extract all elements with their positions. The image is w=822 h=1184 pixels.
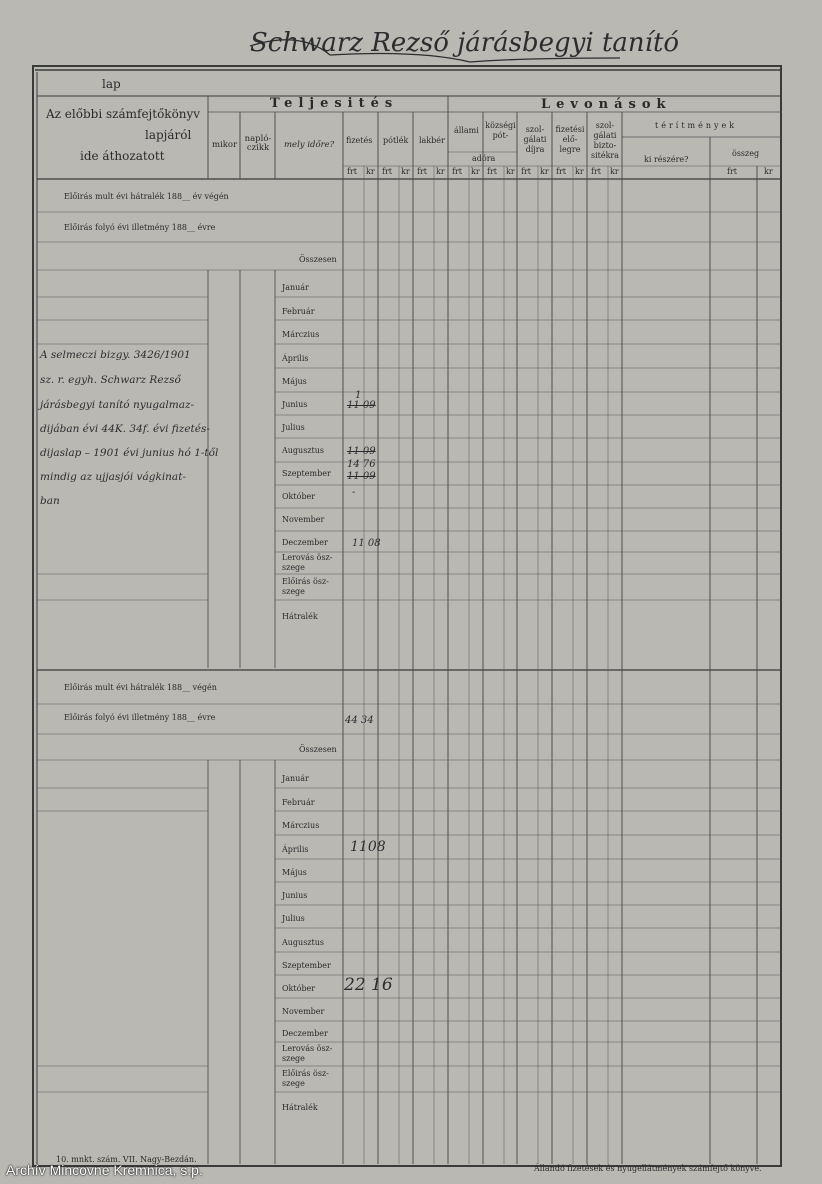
month-label: Deczember — [282, 1029, 328, 1038]
naplo-label: napló- czikk — [244, 134, 272, 153]
month-label: Augusztus — [282, 938, 324, 947]
month-label: Junius — [282, 891, 308, 900]
kr-label: kr — [540, 167, 549, 176]
junius-mark: 1 — [355, 390, 362, 401]
kr-label: kr — [401, 167, 410, 176]
month-label: Május — [282, 377, 307, 386]
month-label: Február — [282, 798, 315, 807]
prev-book-line3: ide áthozatott — [80, 149, 165, 163]
frt-label: frt — [487, 167, 497, 176]
kr-label: kr — [471, 167, 480, 176]
hatralek-label: Hátralék — [282, 612, 318, 621]
month-label: Márczius — [282, 821, 320, 830]
eloiras-osszeg-label: Előirás ösz- szege — [282, 577, 329, 596]
frt-label: frt — [591, 167, 601, 176]
fizetes-label: fizetés — [346, 136, 373, 145]
mikor-label: mikor — [212, 140, 238, 150]
month-label: Január — [282, 283, 309, 292]
month-label: Május — [282, 868, 307, 877]
month-label: Szeptember — [282, 469, 331, 478]
ado-label: adóra — [472, 154, 496, 163]
kr-label: kr — [436, 167, 445, 176]
eloiras-folyo-label: Előirás folyó évi illetmény 188__ évre — [64, 713, 216, 722]
handwritten-note-line: dijában évi 44K. 34f. évi fizetés- — [40, 423, 210, 435]
lerovas-label: Lerovás ösz- szege — [282, 553, 333, 572]
month-label: Április — [282, 354, 309, 363]
oktober-value: - — [352, 487, 356, 498]
month-label: Junius — [282, 400, 308, 409]
mely-idore-label: mely időre? — [284, 140, 335, 150]
kr-label: kr — [506, 167, 515, 176]
kr-label: kr — [366, 167, 375, 176]
month-label: Január — [282, 774, 309, 783]
frt-label: frt — [382, 167, 392, 176]
month-label: Márczius — [282, 330, 320, 339]
prev-book-line1: Az előbbi számfejtőkönyv — [46, 107, 201, 121]
frt-label: frt — [727, 167, 737, 176]
kr-label: kr — [764, 167, 773, 176]
month-label: Október — [282, 984, 316, 993]
kr-label: kr — [575, 167, 584, 176]
osszesen-label: Összesen — [299, 255, 337, 264]
frt-label: frt — [452, 167, 462, 176]
month-label: Julius — [282, 914, 305, 923]
handwritten-note-line: mindig az ujjasjói vágkinat- — [40, 471, 186, 483]
ki-reszere-label: ki részére? — [644, 155, 689, 164]
month-label: Augusztus — [282, 446, 324, 455]
month-label: Szeptember — [282, 961, 331, 970]
month-label: Julius — [282, 423, 305, 432]
lakber-label: lakbér — [419, 136, 445, 145]
junius-value: 11 09 — [347, 400, 376, 411]
osszesen-label: Összesen — [299, 745, 337, 754]
footer-left: 10. mnkt. szám. VII. Nagy-Bezdán. — [56, 1155, 197, 1164]
lap-label: lap — [102, 77, 121, 91]
month-label: Október — [282, 492, 316, 501]
lerovas-label: Lerovás ösz- szege — [282, 1044, 333, 1063]
augusztus-value: 11 09 — [347, 446, 376, 457]
handwritten-note-line: ban — [40, 495, 60, 507]
handwritten-note-line: sz. r. egyh. Schwarz Rezső — [40, 374, 181, 386]
szeptember-top-value: 14 76 — [347, 459, 376, 470]
kozsegi-label: községi pót- — [485, 121, 516, 140]
prev-book-line2: lapjáról — [145, 128, 192, 142]
potlek-label: pótlék — [383, 136, 409, 145]
month-label: November — [282, 515, 325, 524]
biztositek-label: szol- gálati bizto- sitékra — [590, 121, 620, 160]
eloiras-mult-label: Előirás mult évi hátralék 188__ végén — [64, 683, 217, 692]
oktober2-value: 22 16 — [344, 975, 393, 995]
month-label: Április — [282, 845, 309, 854]
handwritten-note-line: járásbegyi tanító nyugalmaz- — [40, 399, 195, 411]
handwritten-note-line: dijaslap – 1901 évi junius hó 1-től — [40, 447, 219, 459]
frt-label: frt — [521, 167, 531, 176]
kr-label: kr — [610, 167, 619, 176]
frt-label: frt — [556, 167, 566, 176]
teritmenyek-label: térítmények — [655, 121, 738, 130]
allami-label: állami — [454, 126, 479, 135]
eloiras-osszeg-label: Előirás ösz- szege — [282, 1069, 329, 1088]
month-label: Február — [282, 307, 315, 316]
deczember-value: 11 08 — [352, 538, 381, 549]
eloiras-folyo-label: Előirás folyó évi illetmény 188__ évre — [64, 223, 216, 232]
szolgalati-dij-label: szol- gálati díjra — [523, 125, 547, 154]
illetmeny-value: 44 34 — [345, 715, 374, 726]
frt-label: frt — [347, 167, 357, 176]
month-label: November — [282, 1007, 325, 1016]
handwritten-heading: Schwarz Rezső járásbegyi tanító — [250, 28, 680, 58]
eloiras-mult-label: Előirás mult évi hátralék 188__ év végén — [64, 192, 229, 201]
handwritten-note-line: A selmeczi bizgy. 3426/1901 — [40, 349, 191, 361]
footer-right: Állandó fizetések és nyugellátmények számfejtő könyve. — [534, 1164, 762, 1173]
hatralek-label: Hátralék — [282, 1103, 318, 1112]
aprilis-value: 1108 — [350, 839, 386, 855]
fizetesi-eloleg-label: fizetési elő- legre — [555, 125, 585, 154]
osszeg-label: összeg — [732, 149, 760, 158]
levonasok-heading: Levonások — [541, 97, 672, 112]
month-label: Deczember — [282, 538, 328, 547]
archive-watermark: Archív Mincovne Kremnica, s.p. — [6, 1162, 203, 1178]
frt-label: frt — [417, 167, 427, 176]
szeptember-value: 11 09 — [347, 471, 376, 482]
teljesites-heading: Teljesités — [270, 96, 399, 111]
